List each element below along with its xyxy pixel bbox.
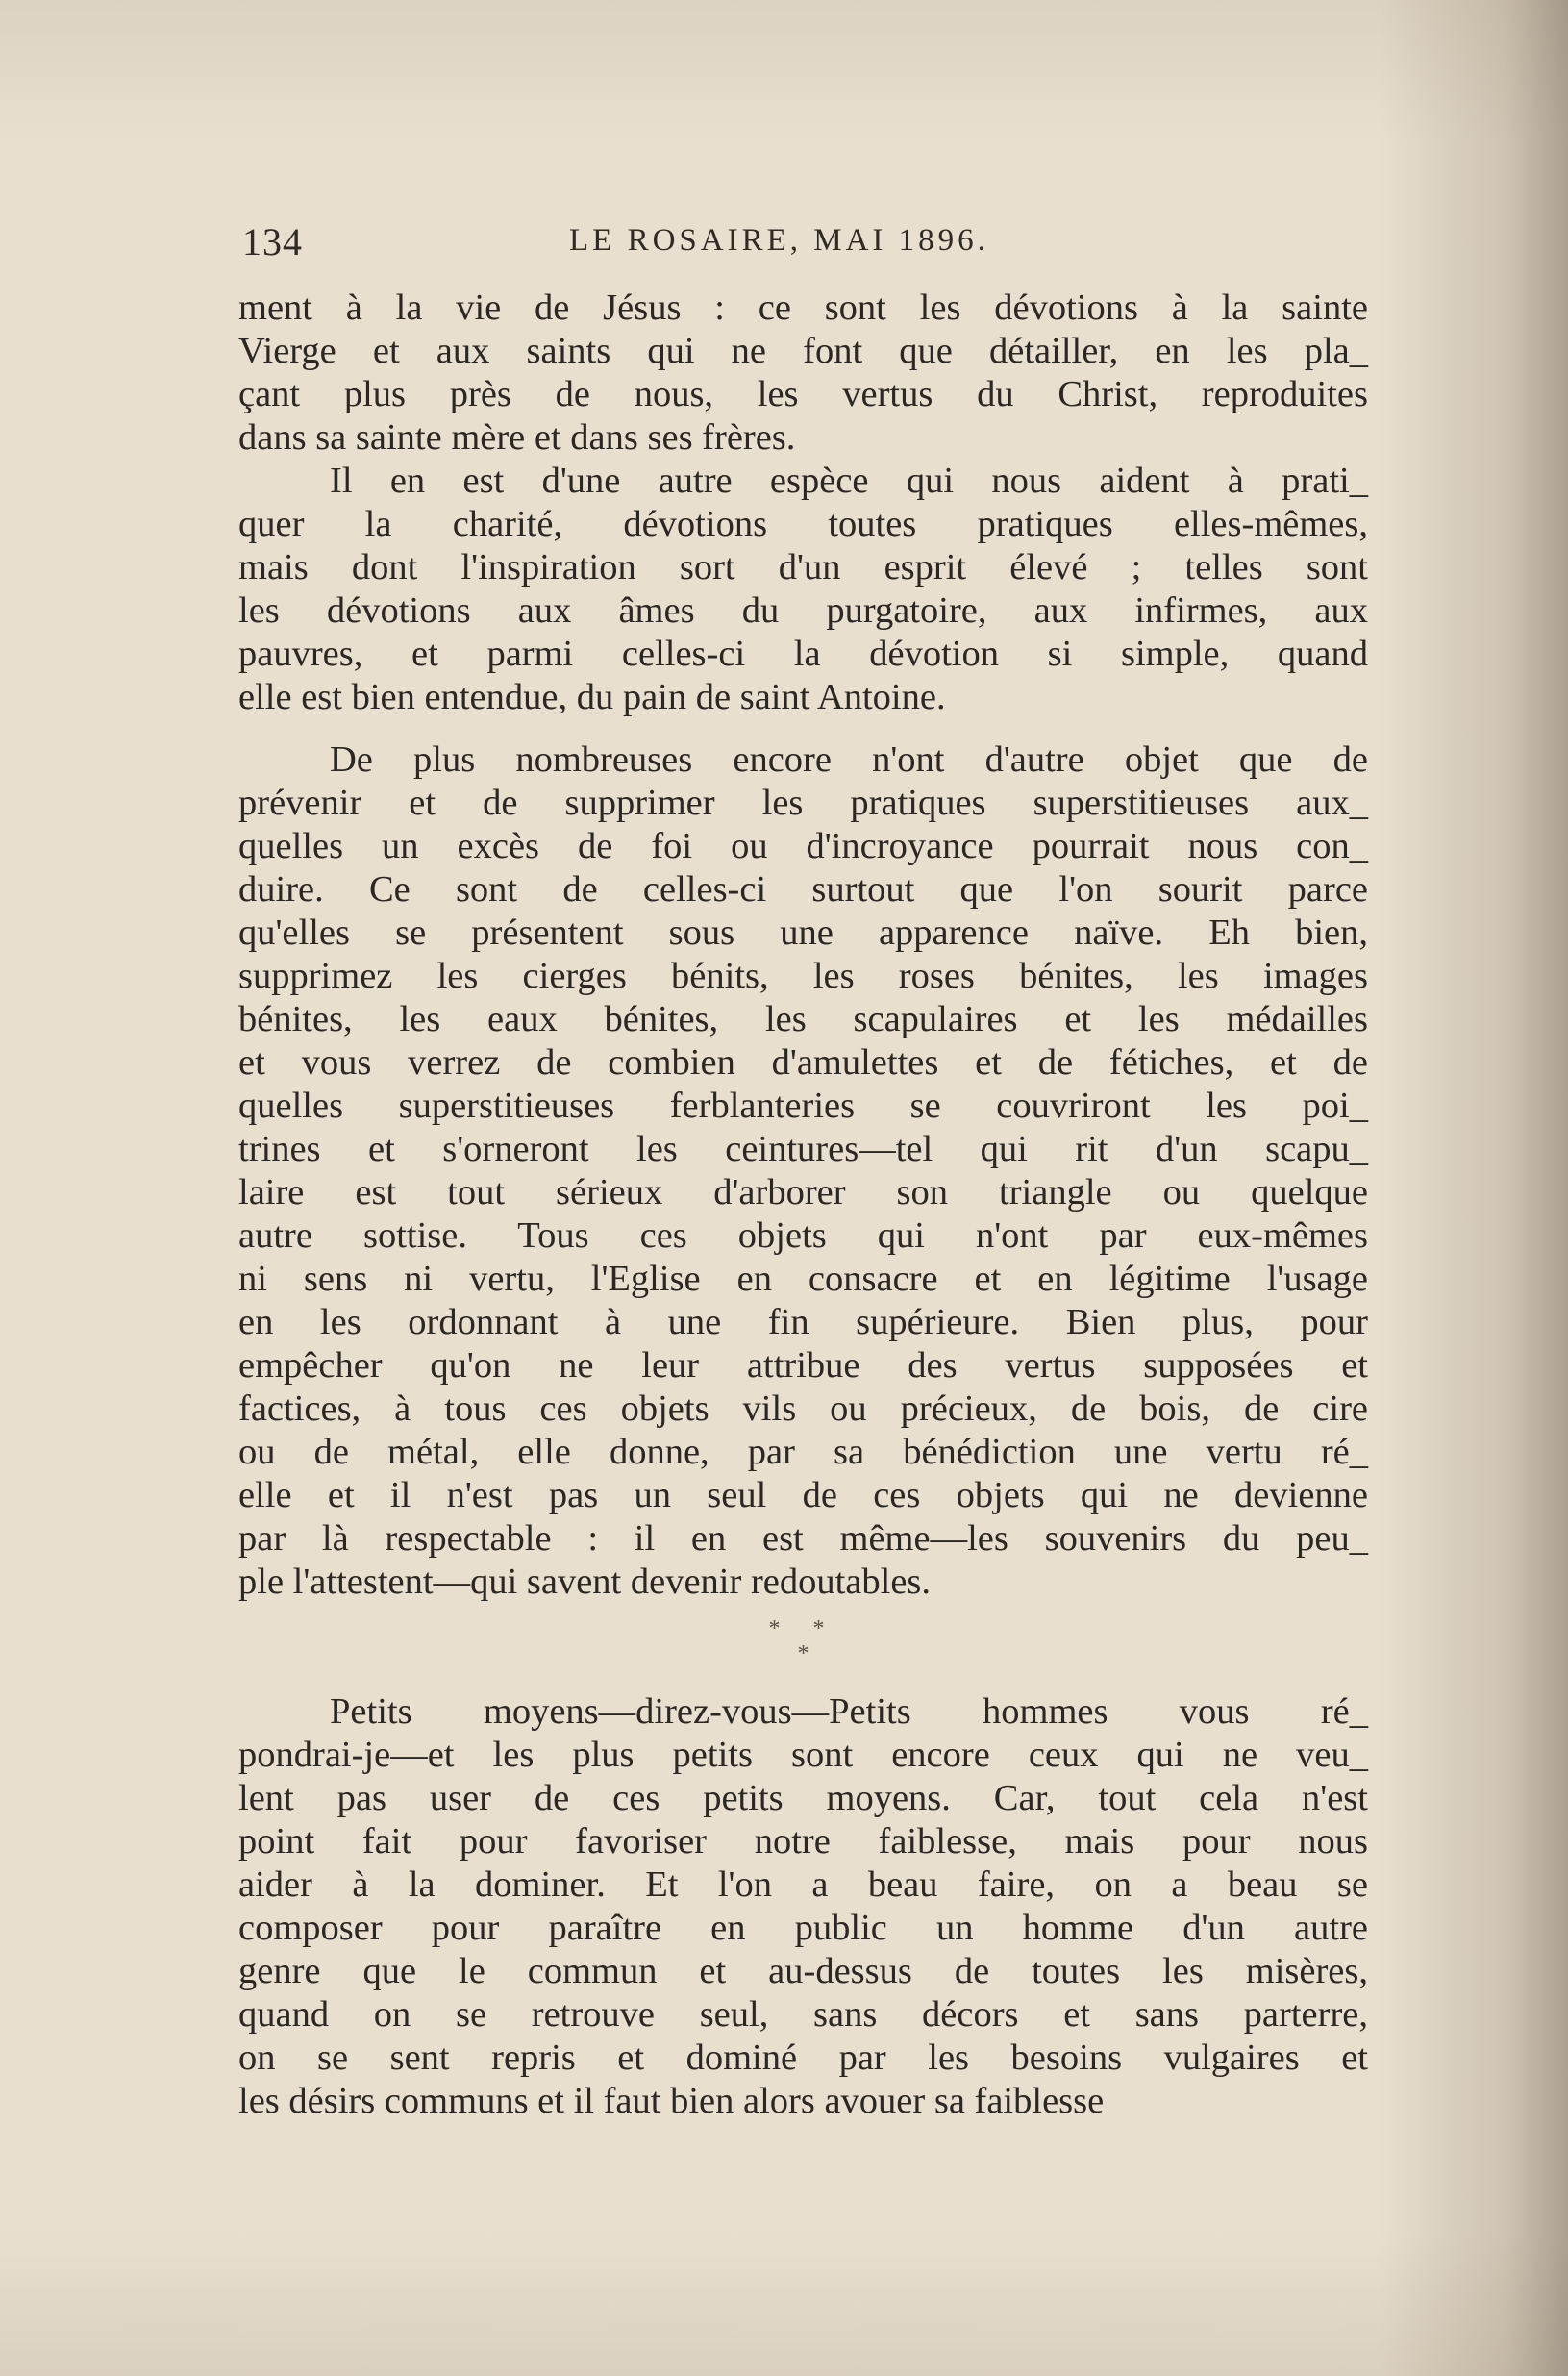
text-line: bénites, les eaux bénites, les scapulaires et les médailles	[238, 999, 1368, 1039]
running-title: LE ROSAIRE, MAI 1896.	[569, 223, 989, 258]
text-line: point fait pour favoriser notre faiblesse, mais pour nous	[238, 1821, 1368, 1862]
paragraph-gap	[238, 719, 1368, 738]
text-line: quelles superstitieuses ferblanteries se couvriront les poi_	[238, 1086, 1368, 1126]
text-line: pondrai-je—et les plus petits sont encore ceux qui ne veu_	[238, 1735, 1368, 1775]
text-line: trines et s'orneront les ceintures—tel qui rit d'un scapu_	[238, 1129, 1368, 1169]
text-line: factices, à tous ces objets vils ou précieux, de bois, de cire	[238, 1388, 1368, 1429]
text-line: laire est tout sérieux d'arborer son triangle ou quelque	[238, 1172, 1368, 1213]
text-line: çant plus près de nous, les vertus du Christ, reproduites	[238, 374, 1368, 414]
text-line: les dévotions aux âmes du purgatoire, aux infirmes, aux	[238, 590, 1368, 631]
running-head	[242, 219, 1377, 277]
text-line: prévenir et de supprimer les pratiques superstitieuses aux_	[238, 783, 1368, 823]
text-line: qu'elles se présentent sous une apparence naïve. Eh bien,	[238, 913, 1368, 953]
text-line: composer pour paraître en public un homme d'un autre	[238, 1908, 1368, 1948]
asterism-top: * *	[768, 1616, 838, 1641]
text-line: et vous verrez de combien d'amulettes et de fétiches, et de	[238, 1042, 1368, 1083]
text-line: elle est bien entendue, du pain de saint Antoine.	[238, 677, 946, 717]
text-line: par là respectable : il en est même—les souvenirs du peu_	[238, 1518, 1368, 1559]
text-line: lent pas user de ces petits moyens. Car, tout cela n'est	[238, 1778, 1368, 1818]
text-line: Petits moyens—direz-vous—Petits hommes vous ré_	[330, 1691, 1368, 1732]
paragraph-4	[238, 1690, 1368, 2123]
text-line: empêcher qu'on ne leur attribue des vertus supposées et	[238, 1345, 1368, 1386]
text-line: elle et il n'est pas un seul de ces objets qui ne devienne	[238, 1475, 1368, 1515]
paragraph-3	[238, 738, 1368, 1604]
text-line: quelles un excès de foi ou d'incroyance pourrait nous con_	[238, 826, 1368, 866]
text-line: Il en est d'une autre espèce qui nous aident à prati_	[330, 461, 1368, 501]
asterism-divider	[238, 1604, 1368, 1671]
text-line: ou de métal, elle donne, par sa bénédiction une vertu ré_	[238, 1432, 1368, 1472]
paragraph-1	[238, 287, 1368, 460]
text-line: ni sens ni vertu, l'Eglise en consacre et en légitime l'usage	[238, 1259, 1368, 1299]
text-line: De plus nombreuses encore n'ont d'autre objet que de	[330, 739, 1368, 780]
text-line: duire. Ce sont de celles-ci surtout que l'on sourit parce	[238, 869, 1368, 910]
text-line: Vierge et aux saints qui ne font que détailler, en les pla_	[238, 331, 1368, 371]
text-line: en les ordonnant à une fin supérieure. Bien plus, pour	[238, 1302, 1368, 1342]
text-line: on se sent repris et dominé par les besoins vulgaires et	[238, 2038, 1368, 2078]
paragraph-2	[238, 460, 1368, 719]
text-line: ple l'attestent—qui savent devenir redoutables.	[238, 1562, 932, 1602]
text-line: autre sottise. Tous ces objets qui n'ont par eux-mêmes	[238, 1215, 1368, 1256]
asterism-bottom: *	[797, 1641, 809, 1666]
text-line: quer la charité, dévotions toutes pratiques elles-mêmes,	[238, 504, 1368, 544]
text-line: quand on se retrouve seul, sans décors et sans parterre,	[238, 1994, 1368, 2035]
text-line: dans sa sainte mère et dans ses frères.	[238, 417, 796, 458]
text-line: les désirs communs et il faut bien alors avouer sa faiblesse	[238, 2081, 1105, 2121]
page-number: 134	[242, 220, 303, 263]
body-text	[238, 287, 1368, 2123]
text-line: mais dont l'inspiration sort d'un esprit élevé ; telles sont	[238, 547, 1368, 588]
text-line: supprimez les cierges bénits, les roses bénites, les images	[238, 956, 1368, 996]
text-line: aider à la dominer. Et l'on a beau faire, on a beau se	[238, 1864, 1368, 1905]
text-line: genre que le commun et au-dessus de toutes les misères,	[238, 1951, 1368, 1991]
text-line: ment à la vie de Jésus : ce sont les dévotions à la sainte	[238, 288, 1368, 328]
text-line: pauvres, et parmi celles-ci la dévotion si simple, quand	[238, 634, 1368, 674]
